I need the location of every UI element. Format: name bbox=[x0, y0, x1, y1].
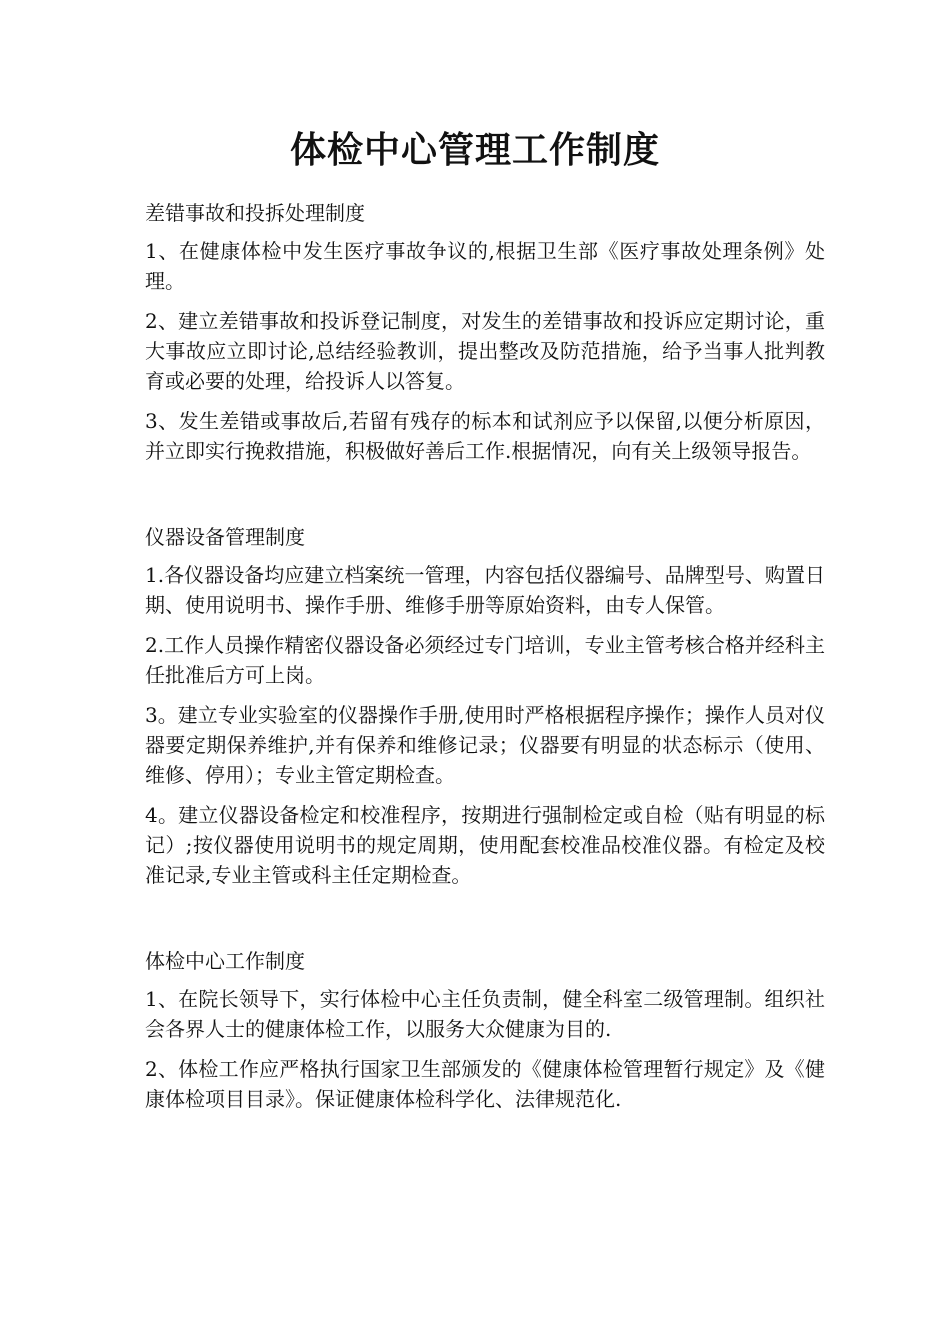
section-heading: 仪器设备管理制度 bbox=[145, 525, 305, 549]
paragraph: 3。建立专业实验室的仪器操作手册,使用时严格根据程序操作；操作人员对仪器要定期保养维护,并有保养和维修记录；仪器要有明显的状态标示（使用、维修、停用）；专业主管定期检查。 bbox=[145, 703, 825, 787]
paragraph: 3、发生差错或事故后,若留有残存的标本和试剂应予以保留,以便分析原因，并立即实行挽救措施，积极做好善后工作.根据情况，向有关上级领导报告。 bbox=[145, 409, 825, 463]
paragraph: 2、建立差错事故和投诉登记制度，对发生的差错事故和投诉应定期讨论，重大事故应立即讨论,总结经验教训，提出整改及防范措施，给予当事人批判教育或必要的处理，给投诉人以答复。 bbox=[145, 309, 825, 393]
paragraph: 4。建立仪器设备检定和校准程序，按期进行强制检定或自检（贴有明显的标记）;按仪器使用说明书的规定周期，使用配套校准品校准仪器。有检定及校准记录,专业主管或科主任定期检查。 bbox=[145, 803, 825, 887]
section-equipment bbox=[145, 522, 825, 890]
paragraph: 2.工作人员操作精密仪器设备必须经过专门培训，专业主管考核合格并经科主任批准后方可上岗。 bbox=[145, 633, 825, 687]
section-spacer bbox=[145, 476, 825, 522]
document-title: 体检中心管理工作制度 bbox=[289, 129, 660, 171]
section-heading: 体检中心工作制度 bbox=[145, 949, 305, 973]
paragraph: 1、在院长领导下，实行体检中心主任负责制，健全科室二级管理制。组织社会各界人士的健康体检工作，以服务大众健康为目的. bbox=[145, 987, 825, 1041]
paragraph: 1.各仪器设备均应建立档案统一管理，内容包括仪器编号、品牌型号、购置日期、使用说明书、操作手册、维修手册等原始资料，由专人保管。 bbox=[145, 563, 825, 617]
section-error-accident bbox=[145, 198, 825, 466]
paragraph: 1、在健康体检中发生医疗事故争议的,根据卫生部《医疗事故处理条例》处理。 bbox=[145, 239, 825, 293]
section-spacer bbox=[145, 900, 825, 946]
section-center-work bbox=[145, 946, 825, 1114]
paragraph: 2、体检工作应严格执行国家卫生部颁发的《健康体检管理暂行规定》及《健康体检项目目录》。保证健康体检科学化、法律规范化. bbox=[145, 1057, 825, 1111]
document-body bbox=[145, 198, 825, 1124]
section-heading: 差错事故和投拆处理制度 bbox=[145, 201, 365, 225]
